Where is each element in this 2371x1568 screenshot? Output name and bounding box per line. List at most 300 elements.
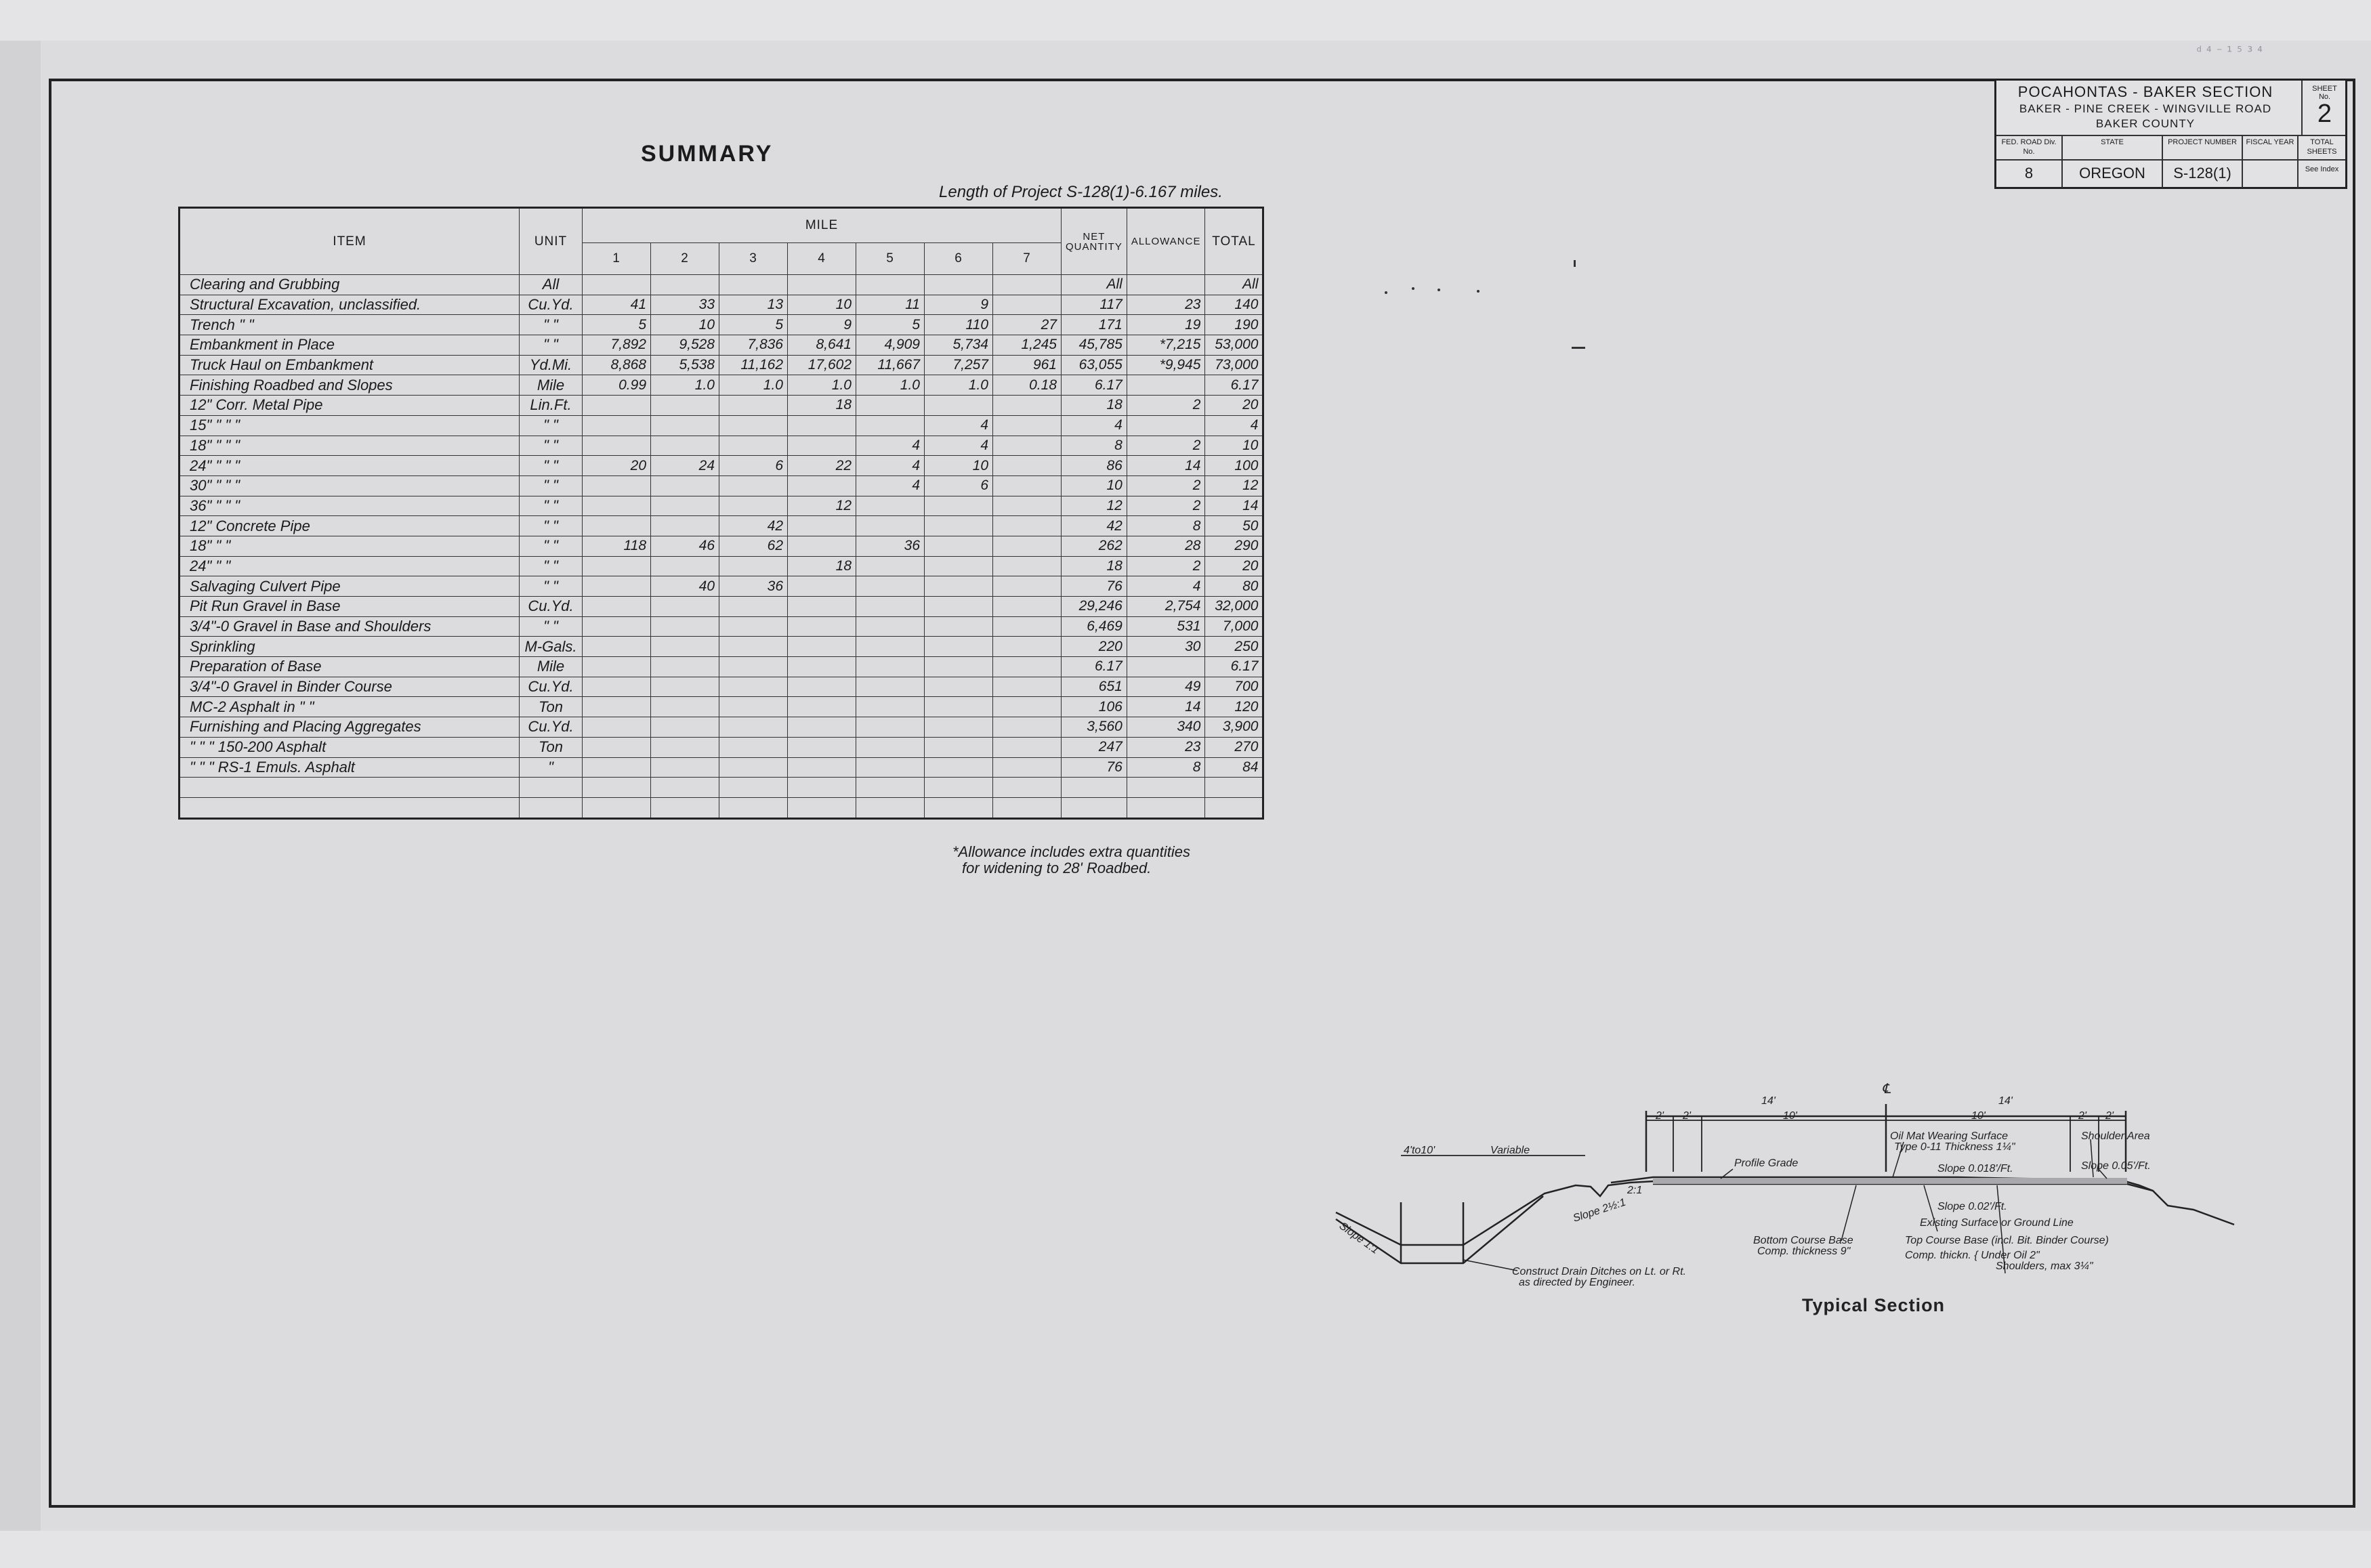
- typical-section-title: Typical Section: [1802, 1295, 1946, 1315]
- table-row: [180, 456, 1263, 476]
- mile-7-cell: [993, 556, 1062, 576]
- scan-edge: [0, 41, 41, 1531]
- mile-4-cell: [788, 536, 856, 556]
- centerline-symbol: ℄: [1882, 1082, 1891, 1097]
- mile-7-cell: 0.18: [993, 375, 1062, 396]
- mile-1-cell: [583, 475, 651, 496]
- mile-1-cell: 5: [583, 315, 651, 335]
- mile-6-cell: [925, 797, 993, 818]
- mile-5-cell: [856, 778, 925, 798]
- dimension-14ft: [1646, 1104, 2126, 1172]
- mile-1-cell: [583, 697, 651, 717]
- unit-cell: " ": [520, 516, 583, 536]
- mile-7-cell: [993, 275, 1062, 295]
- mile-7-cell: [993, 496, 1062, 516]
- table-row: [180, 275, 1263, 295]
- mile-4-cell: 8,641: [788, 335, 856, 356]
- oil-mat-label: Oil Mat Wearing Surface: [1890, 1130, 2008, 1142]
- total-cell: [1205, 797, 1263, 818]
- allowance-cell: 2: [1127, 475, 1205, 496]
- mile-6-cell: [925, 616, 993, 637]
- net-quantity-cell: 12: [1062, 496, 1127, 516]
- mile-7-cell: 1,245: [993, 335, 1062, 356]
- mile-6-cell: [925, 697, 993, 717]
- total-cell: 50: [1205, 516, 1263, 536]
- mile-7-cell: [993, 757, 1062, 778]
- mile-6-cell: [925, 556, 993, 576]
- net-quantity-cell: 10: [1062, 475, 1127, 496]
- net-quantity-cell: 4: [1062, 415, 1127, 436]
- allowance-cell: 531: [1127, 616, 1205, 637]
- mile-5-cell: 36: [856, 536, 925, 556]
- mile-4-cell: 1.0: [788, 375, 856, 396]
- slope-018-label: Slope 0.018'/Ft.: [1937, 1163, 2013, 1174]
- unit-cell: " ": [520, 415, 583, 436]
- mile-5-cell: 1.0: [856, 375, 925, 396]
- base-line: [1653, 1184, 2153, 1191]
- mile-6-cell: [925, 275, 993, 295]
- unit-cell: Ton: [520, 697, 583, 717]
- ditch-outline: [1336, 1196, 1543, 1263]
- total-sheets-cell: [2297, 135, 2345, 188]
- mile-2-cell: 1.0: [651, 375, 719, 396]
- mile-6-cell: [925, 637, 993, 657]
- item-cell: Trench " ": [180, 315, 520, 335]
- mile-7-cell: [993, 456, 1062, 476]
- mile-4-cell: [788, 757, 856, 778]
- item-cell: Clearing and Grubbing: [180, 275, 520, 295]
- unit-cell: " ": [520, 556, 583, 576]
- mile-3-cell: 62: [719, 536, 788, 556]
- total-cell: 4: [1205, 415, 1263, 436]
- mile-5-cell: [856, 737, 925, 757]
- mile-1-cell: [583, 436, 651, 456]
- mile-5-cell: 11,667: [856, 355, 925, 375]
- allowance-cell: 8: [1127, 757, 1205, 778]
- total-cell: 10: [1205, 436, 1263, 456]
- unit-cell: Mile: [520, 375, 583, 396]
- mile-1-header: 1: [583, 243, 651, 275]
- mile-7-cell: 27: [993, 315, 1062, 335]
- table-row: [180, 616, 1263, 637]
- table-row: [180, 516, 1263, 536]
- item-cell: 24" " ": [180, 556, 520, 576]
- mile-3-cell: [719, 275, 788, 295]
- mile-6-cell: [925, 778, 993, 798]
- unit-cell: " ": [520, 536, 583, 556]
- unit-cell: " ": [520, 335, 583, 356]
- dim-10a: 10': [1783, 1110, 1797, 1122]
- fiscal-label: FISCAL YEAR: [2243, 135, 2297, 161]
- unit-cell: Ton: [520, 737, 583, 757]
- fed-road-cell: [1996, 135, 2061, 188]
- mile-1-cell: 7,892: [583, 335, 651, 356]
- mile-7-cell: [993, 396, 1062, 416]
- slope-2to1-label: 2:1: [1627, 1185, 1643, 1196]
- mile-6-header: 6: [925, 243, 993, 275]
- mile-7-cell: [993, 295, 1062, 315]
- mile-4-cell: 22: [788, 456, 856, 476]
- mile-4-cell: [788, 576, 856, 597]
- net-quantity-cell: 42: [1062, 516, 1127, 536]
- item-cell: 18" " " ": [180, 436, 520, 456]
- allowance-cell: 2,754: [1127, 597, 1205, 617]
- mile-4-cell: [788, 637, 856, 657]
- unit-cell: " ": [520, 436, 583, 456]
- mile-6-cell: [925, 737, 993, 757]
- net-quantity-cell: 3,560: [1062, 717, 1127, 738]
- allowance-cell: *9,945: [1127, 355, 1205, 375]
- net-quantity-cell: 651: [1062, 677, 1127, 697]
- mile-4-cell: [788, 597, 856, 617]
- slope-1to1-label: Slope 1:1: [1337, 1220, 1381, 1256]
- mile-5-cell: [856, 576, 925, 597]
- unit-cell: Yd.Mi.: [520, 355, 583, 375]
- mile-5-cell: [856, 797, 925, 818]
- mile-4-cell: [788, 778, 856, 798]
- total-header: TOTAL: [1205, 208, 1263, 275]
- mile-5-cell: [856, 637, 925, 657]
- item-cell: Pit Run Gravel in Base: [180, 597, 520, 617]
- dim-14-right: 14': [1998, 1095, 2013, 1107]
- total-sheets-value: See Index: [2305, 165, 2339, 173]
- mile-1-cell: [583, 717, 651, 738]
- item-cell: Furnishing and Placing Aggregates: [180, 717, 520, 738]
- mile-2-header: 2: [651, 243, 719, 275]
- unit-cell: [520, 797, 583, 818]
- net-quantity-cell: 220: [1062, 637, 1127, 657]
- mile-4-header: 4: [788, 243, 856, 275]
- item-cell: Finishing Roadbed and Slopes: [180, 375, 520, 396]
- table-row: [180, 496, 1263, 516]
- net-quantity-cell: 6.17: [1062, 657, 1127, 677]
- mile-3-cell: [719, 778, 788, 798]
- mile-1-cell: [583, 597, 651, 617]
- allowance-note-line-2: for widening to 28' Roadbed.: [962, 860, 1152, 876]
- mile-5-cell: 5: [856, 315, 925, 335]
- net-quantity-cell: 63,055: [1062, 355, 1127, 375]
- table-row: [180, 355, 1263, 375]
- item-cell: 3/4"-0 Gravel in Binder Course: [180, 677, 520, 697]
- drain-ditch-note-2: as directed by Engineer.: [1519, 1277, 1635, 1288]
- mile-4-cell: [788, 516, 856, 536]
- allowance-cell: 30: [1127, 637, 1205, 657]
- net-quantity-cell: 117: [1062, 295, 1127, 315]
- fed-road-value: 8: [2024, 165, 2034, 182]
- mile-4-cell: 12: [788, 496, 856, 516]
- bottom-course-label: Bottom Course Base: [1753, 1235, 1853, 1246]
- net-quantity-cell: 6.17: [1062, 375, 1127, 396]
- table-row: [180, 597, 1263, 617]
- summary-table: [178, 207, 1264, 820]
- mile-3-cell: [719, 657, 788, 677]
- bottom-course-thickness: Comp. thickness 9": [1757, 1246, 1851, 1257]
- table-row: [180, 335, 1263, 356]
- mile-6-cell: 9: [925, 295, 993, 315]
- mile-2-cell: [651, 737, 719, 757]
- shoulder-area-label: Shoulder Area: [2081, 1130, 2150, 1142]
- mile-6-cell: 4: [925, 436, 993, 456]
- project-value: S-128(1): [2173, 165, 2231, 182]
- fed-road-label: FED. ROAD Div. No.: [1996, 135, 2061, 161]
- title-block: [1994, 79, 2347, 189]
- mile-3-cell: [719, 717, 788, 738]
- allowance-note-line-1: *Allowance includes extra quantities: [952, 843, 1190, 860]
- mile-7-cell: [993, 597, 1062, 617]
- mile-2-cell: 40: [651, 576, 719, 597]
- top-course-under-oil: Comp. thickn. { Under Oil 2": [1905, 1250, 2040, 1261]
- table-row: [180, 315, 1263, 335]
- table-row: [180, 396, 1263, 416]
- mile-7-cell: [993, 657, 1062, 677]
- mile-4-cell: 18: [788, 556, 856, 576]
- allowance-cell: 2: [1127, 396, 1205, 416]
- mile-7-cell: [993, 677, 1062, 697]
- mile-6-cell: [925, 677, 993, 697]
- total-cell: 140: [1205, 295, 1263, 315]
- total-cell: 84: [1205, 757, 1263, 778]
- mile-1-cell: [583, 396, 651, 416]
- project-length-note: Length of Project S-128(1)-6.167 miles.: [939, 183, 1223, 201]
- net-quantity-cell: [1062, 778, 1127, 798]
- mile-5-cell: [856, 516, 925, 536]
- mile-2-cell: [651, 556, 719, 576]
- mile-2-cell: [651, 275, 719, 295]
- mile-5-cell: 4,909: [856, 335, 925, 356]
- mile-1-cell: [583, 415, 651, 436]
- mile-7-cell: [993, 516, 1062, 536]
- item-cell: Truck Haul on Embankment: [180, 355, 520, 375]
- allowance-cell: [1127, 375, 1205, 396]
- unit-cell: Mile: [520, 657, 583, 677]
- allowance-cell: 4: [1127, 576, 1205, 597]
- mile-7-cell: [993, 637, 1062, 657]
- mile-3-cell: [719, 556, 788, 576]
- state-cell: [2061, 135, 2162, 188]
- unit-cell: M-Gals.: [520, 637, 583, 657]
- mile-4-cell: [788, 616, 856, 637]
- mile-7-cell: [993, 697, 1062, 717]
- mile-4-cell: 18: [788, 396, 856, 416]
- slope-005-label: Slope 0.05'/Ft.: [2081, 1160, 2151, 1172]
- mile-4-cell: [788, 475, 856, 496]
- unit-cell: Cu.Yd.: [520, 717, 583, 738]
- mile-3-cell: [719, 677, 788, 697]
- item-cell: MC-2 Asphalt in " ": [180, 697, 520, 717]
- archive-number: ᵈ⁴⁻¹⁵³⁴: [2195, 43, 2267, 60]
- mile-1-cell: 20: [583, 456, 651, 476]
- mile-4-cell: [788, 436, 856, 456]
- table-row: [180, 536, 1263, 556]
- mile-2-cell: [651, 415, 719, 436]
- mile-1-cell: [583, 516, 651, 536]
- mile-5-cell: 4: [856, 436, 925, 456]
- mile-3-cell: [719, 396, 788, 416]
- mile-7-cell: [993, 717, 1062, 738]
- unit-cell: " ": [520, 496, 583, 516]
- item-cell: Sprinkling: [180, 637, 520, 657]
- mile-6-cell: [925, 657, 993, 677]
- mile-6-cell: 110: [925, 315, 993, 335]
- mile-7-cell: [993, 415, 1062, 436]
- project-cell: [2162, 135, 2242, 188]
- unit-cell: Cu.Yd.: [520, 597, 583, 617]
- table-row: [180, 436, 1263, 456]
- net-quantity-cell: 247: [1062, 737, 1127, 757]
- mile-6-cell: [925, 396, 993, 416]
- unit-cell: " ": [520, 616, 583, 637]
- total-cell: 100: [1205, 456, 1263, 476]
- mile-2-cell: [651, 616, 719, 637]
- mile-5-cell: [856, 616, 925, 637]
- item-cell: Structural Excavation, unclassified.: [180, 295, 520, 315]
- net-quantity-cell: 106: [1062, 697, 1127, 717]
- total-cell: 12: [1205, 475, 1263, 496]
- sheet-label: SHEET: [2312, 85, 2337, 93]
- mile-3-cell: 6: [719, 456, 788, 476]
- oil-mat-thickness: Type 0-11 Thickness 1¼": [1894, 1141, 2015, 1153]
- table-row: [180, 717, 1263, 738]
- total-cell: 6.17: [1205, 375, 1263, 396]
- fiscal-cell: [2242, 135, 2297, 188]
- mile-2-cell: [651, 778, 719, 798]
- sheet-no-label: No.: [2318, 93, 2331, 101]
- total-cell: All: [1205, 275, 1263, 295]
- mile-3-cell: 42: [719, 516, 788, 536]
- mile-6-cell: 6: [925, 475, 993, 496]
- total-cell: 80: [1205, 576, 1263, 597]
- mile-6-cell: 7,257: [925, 355, 993, 375]
- mile-2-cell: [651, 475, 719, 496]
- mile-1-cell: [583, 797, 651, 818]
- total-cell: 20: [1205, 396, 1263, 416]
- mile-3-cell: [719, 415, 788, 436]
- dim-4to10: 4'to10': [1404, 1145, 1435, 1156]
- mile-3-cell: 11,162: [719, 355, 788, 375]
- typical-section-drawing: [1328, 1077, 2256, 1328]
- mile-7-cell: 961: [993, 355, 1062, 375]
- mile-6-cell: 1.0: [925, 375, 993, 396]
- unit-cell: Lin.Ft.: [520, 396, 583, 416]
- item-cell: 36" " " ": [180, 496, 520, 516]
- mile-2-cell: [651, 436, 719, 456]
- mile-5-cell: [856, 556, 925, 576]
- net-quantity-cell: 76: [1062, 757, 1127, 778]
- profile-grade-label: Profile Grade: [1734, 1158, 1799, 1169]
- top-course-shoulders: Shoulders, max 3¼": [1996, 1260, 2093, 1272]
- allowance-cell: 14: [1127, 697, 1205, 717]
- unit-header: UNIT: [520, 208, 583, 275]
- mile-5-cell: [856, 275, 925, 295]
- item-cell: 18" " ": [180, 536, 520, 556]
- item-cell: 15" " " ": [180, 415, 520, 436]
- mile-2-cell: [651, 637, 719, 657]
- mile-1-cell: [583, 275, 651, 295]
- summary-title: SUMMARY: [641, 141, 774, 167]
- mile-3-header: 3: [719, 243, 788, 275]
- mile-1-cell: [583, 737, 651, 757]
- mile-6-cell: [925, 717, 993, 738]
- net-quantity-cell: 29,246: [1062, 597, 1127, 617]
- net-quantity-cell: 45,785: [1062, 335, 1127, 356]
- mile-4-cell: [788, 657, 856, 677]
- mile-5-cell: [856, 677, 925, 697]
- item-cell: 12" Corr. Metal Pipe: [180, 396, 520, 416]
- mile-6-cell: 10: [925, 456, 993, 476]
- total-cell: 120: [1205, 697, 1263, 717]
- table-row: [180, 415, 1263, 436]
- mile-1-cell: [583, 757, 651, 778]
- section-name: POCAHONTAS - BAKER SECTION: [2017, 83, 2273, 100]
- allowance-cell: 28: [1127, 536, 1205, 556]
- mile-5-cell: 4: [856, 456, 925, 476]
- mile-7-cell: [993, 778, 1062, 798]
- mile-1-cell: 118: [583, 536, 651, 556]
- item-cell: Embankment in Place: [180, 335, 520, 356]
- mile-1-cell: [583, 556, 651, 576]
- mile-3-cell: 1.0: [719, 375, 788, 396]
- mile-5-cell: 11: [856, 295, 925, 315]
- slope-2half-label: Slope 2½:1: [1571, 1196, 1628, 1225]
- item-cell: Salvaging Culvert Pipe: [180, 576, 520, 597]
- mile-2-cell: [651, 597, 719, 617]
- table-row: [180, 475, 1263, 496]
- mile-4-cell: [788, 677, 856, 697]
- mile-1-cell: [583, 576, 651, 597]
- allowance-cell: 8: [1127, 516, 1205, 536]
- unit-cell: ": [520, 757, 583, 778]
- mile-1-cell: [583, 677, 651, 697]
- title-block-header: [1996, 81, 2345, 136]
- mile-2-cell: 9,528: [651, 335, 719, 356]
- mile-1-cell: 8,868: [583, 355, 651, 375]
- project-label: PROJECT NUMBER: [2163, 135, 2242, 161]
- mile-4-cell: [788, 717, 856, 738]
- mile-6-cell: [925, 597, 993, 617]
- table-row: [180, 657, 1263, 677]
- net-quantity-cell: 171: [1062, 315, 1127, 335]
- mile-2-cell: 5,538: [651, 355, 719, 375]
- total-cell: 20: [1205, 556, 1263, 576]
- allowance-cell: 14: [1127, 456, 1205, 476]
- sheet-number: 2: [2317, 100, 2332, 128]
- mile-3-cell: [719, 436, 788, 456]
- unit-cell: All: [520, 275, 583, 295]
- unit-cell: " ": [520, 576, 583, 597]
- net-quantity-cell: [1062, 797, 1127, 818]
- mile-2-cell: [651, 516, 719, 536]
- item-cell: [180, 797, 520, 818]
- mile-2-cell: [651, 717, 719, 738]
- mile-3-cell: [719, 757, 788, 778]
- mile-4-cell: [788, 737, 856, 757]
- allowance-cell: 340: [1127, 717, 1205, 738]
- total-cell: 290: [1205, 536, 1263, 556]
- mile-2-cell: [651, 496, 719, 516]
- allowance-cell: [1127, 415, 1205, 436]
- dim-2b: 2': [1683, 1110, 1691, 1122]
- mile-2-cell: [651, 396, 719, 416]
- mile-4-cell: [788, 415, 856, 436]
- mile-3-cell: 7,836: [719, 335, 788, 356]
- drain-ditch-note-1: Construct Drain Ditches on Lt. or Rt.: [1512, 1266, 1686, 1277]
- allowance-cell: [1127, 778, 1205, 798]
- mile-2-cell: 33: [651, 295, 719, 315]
- mile-6-cell: [925, 757, 993, 778]
- item-cell: 30" " " ": [180, 475, 520, 496]
- mile-3-cell: 5: [719, 315, 788, 335]
- mile-3-cell: [719, 737, 788, 757]
